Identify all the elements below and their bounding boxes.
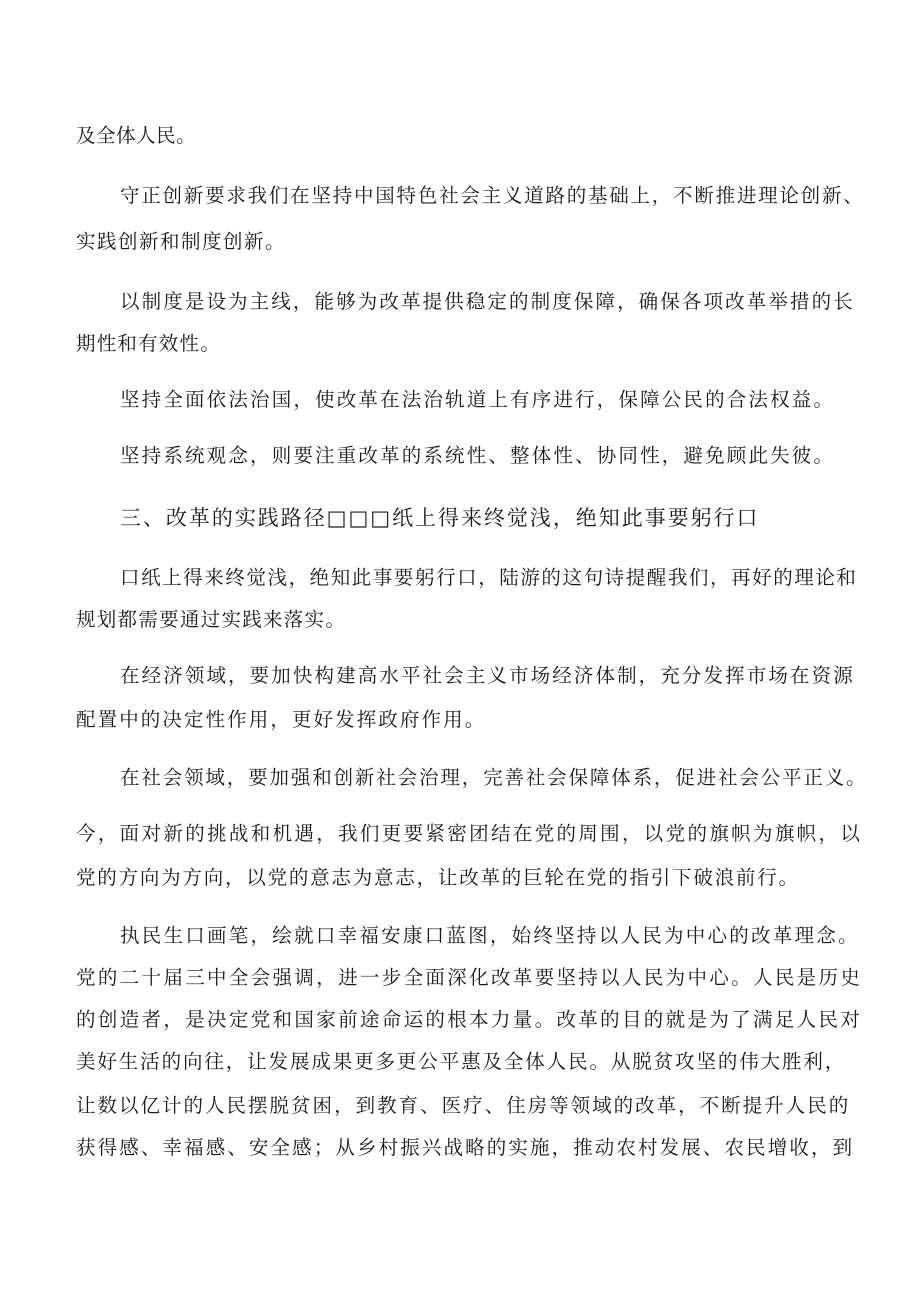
text-line-6: 坚持全面依法治国，使改革在法治轨道上有序进行，保障公民的合法权益。 bbox=[120, 388, 835, 411]
text-line-10: 规划都需要通过实践来落实。 bbox=[76, 608, 346, 631]
text-line-1: 及全体人民。 bbox=[76, 124, 196, 147]
section-heading: 三、改革的实践路径□□□纸上得来终觉浅，绝知此事要躬行口 bbox=[120, 506, 760, 530]
text-line-17: 党的二十届三中全会强调，进一步全面深化改革要坚持以人民为中心。人民是历史 bbox=[76, 966, 862, 989]
text-line-13: 在社会领域，要加强和创新社会治理，完善社会保障体系，促进社会公平正义。 bbox=[120, 766, 868, 789]
text-line-3: 实践创新和制度创新。 bbox=[76, 230, 286, 253]
text-line-9: 口纸上得来终觉浅，绝知此事要躬行口，陆游的这句诗提醒我们，再好的理论和 bbox=[120, 566, 858, 589]
text-line-14: 今，面对新的挑战和机遇，我们更要紧密团结在党的周围，以党的旗帜为旗帜，以 bbox=[76, 822, 862, 845]
text-line-19: 美好生活的向往，让发展成果更多更公平惠及全体人民。从脱贫攻坚的伟大胜利， bbox=[76, 1050, 846, 1073]
text-line-16: 执民生口画笔，绘就口幸福安康口蓝图，始终坚持以人民为中心的改革理念。 bbox=[120, 924, 860, 947]
text-line-4: 以制度是设为主线，能够为改革提供稳定的制度保障，确保各项改革举措的长 bbox=[120, 290, 855, 313]
text-line-12: 配置中的决定性作用，更好发挥政府作用。 bbox=[76, 708, 486, 731]
text-line-20: 让数以亿计的人民摆脱贫困，到教育、医疗、住房等领域的改革，不断提升人民的 bbox=[76, 1094, 850, 1117]
text-line-15: 党的方向为方向，以党的意志为意志，让改革的巨轮在党的指引下破浪前行。 bbox=[76, 866, 800, 889]
text-line-21: 获得感、幸福感、安全感；从乡村振兴战略的实施，推动农村发展、农民增收，到 bbox=[76, 1136, 854, 1159]
text-line-5: 期性和有效性。 bbox=[76, 332, 221, 355]
text-line-2: 守正创新要求我们在坚持中国特色社会主义道路的基础上，不断推进理论创新、 bbox=[120, 184, 865, 207]
text-line-18: 的创造者，是决定党和国家前途命运的根本力量。改革的目的就是为了满足人民对 bbox=[76, 1008, 862, 1031]
text-line-7: 坚持系统观念，则要注重改革的系统性、整体性、协同性，避免顾此失彼。 bbox=[120, 444, 835, 467]
text-line-11: 在经济领域，要加快构建高水平社会主义市场经济体制，充分发挥市场在资源 bbox=[120, 664, 855, 687]
